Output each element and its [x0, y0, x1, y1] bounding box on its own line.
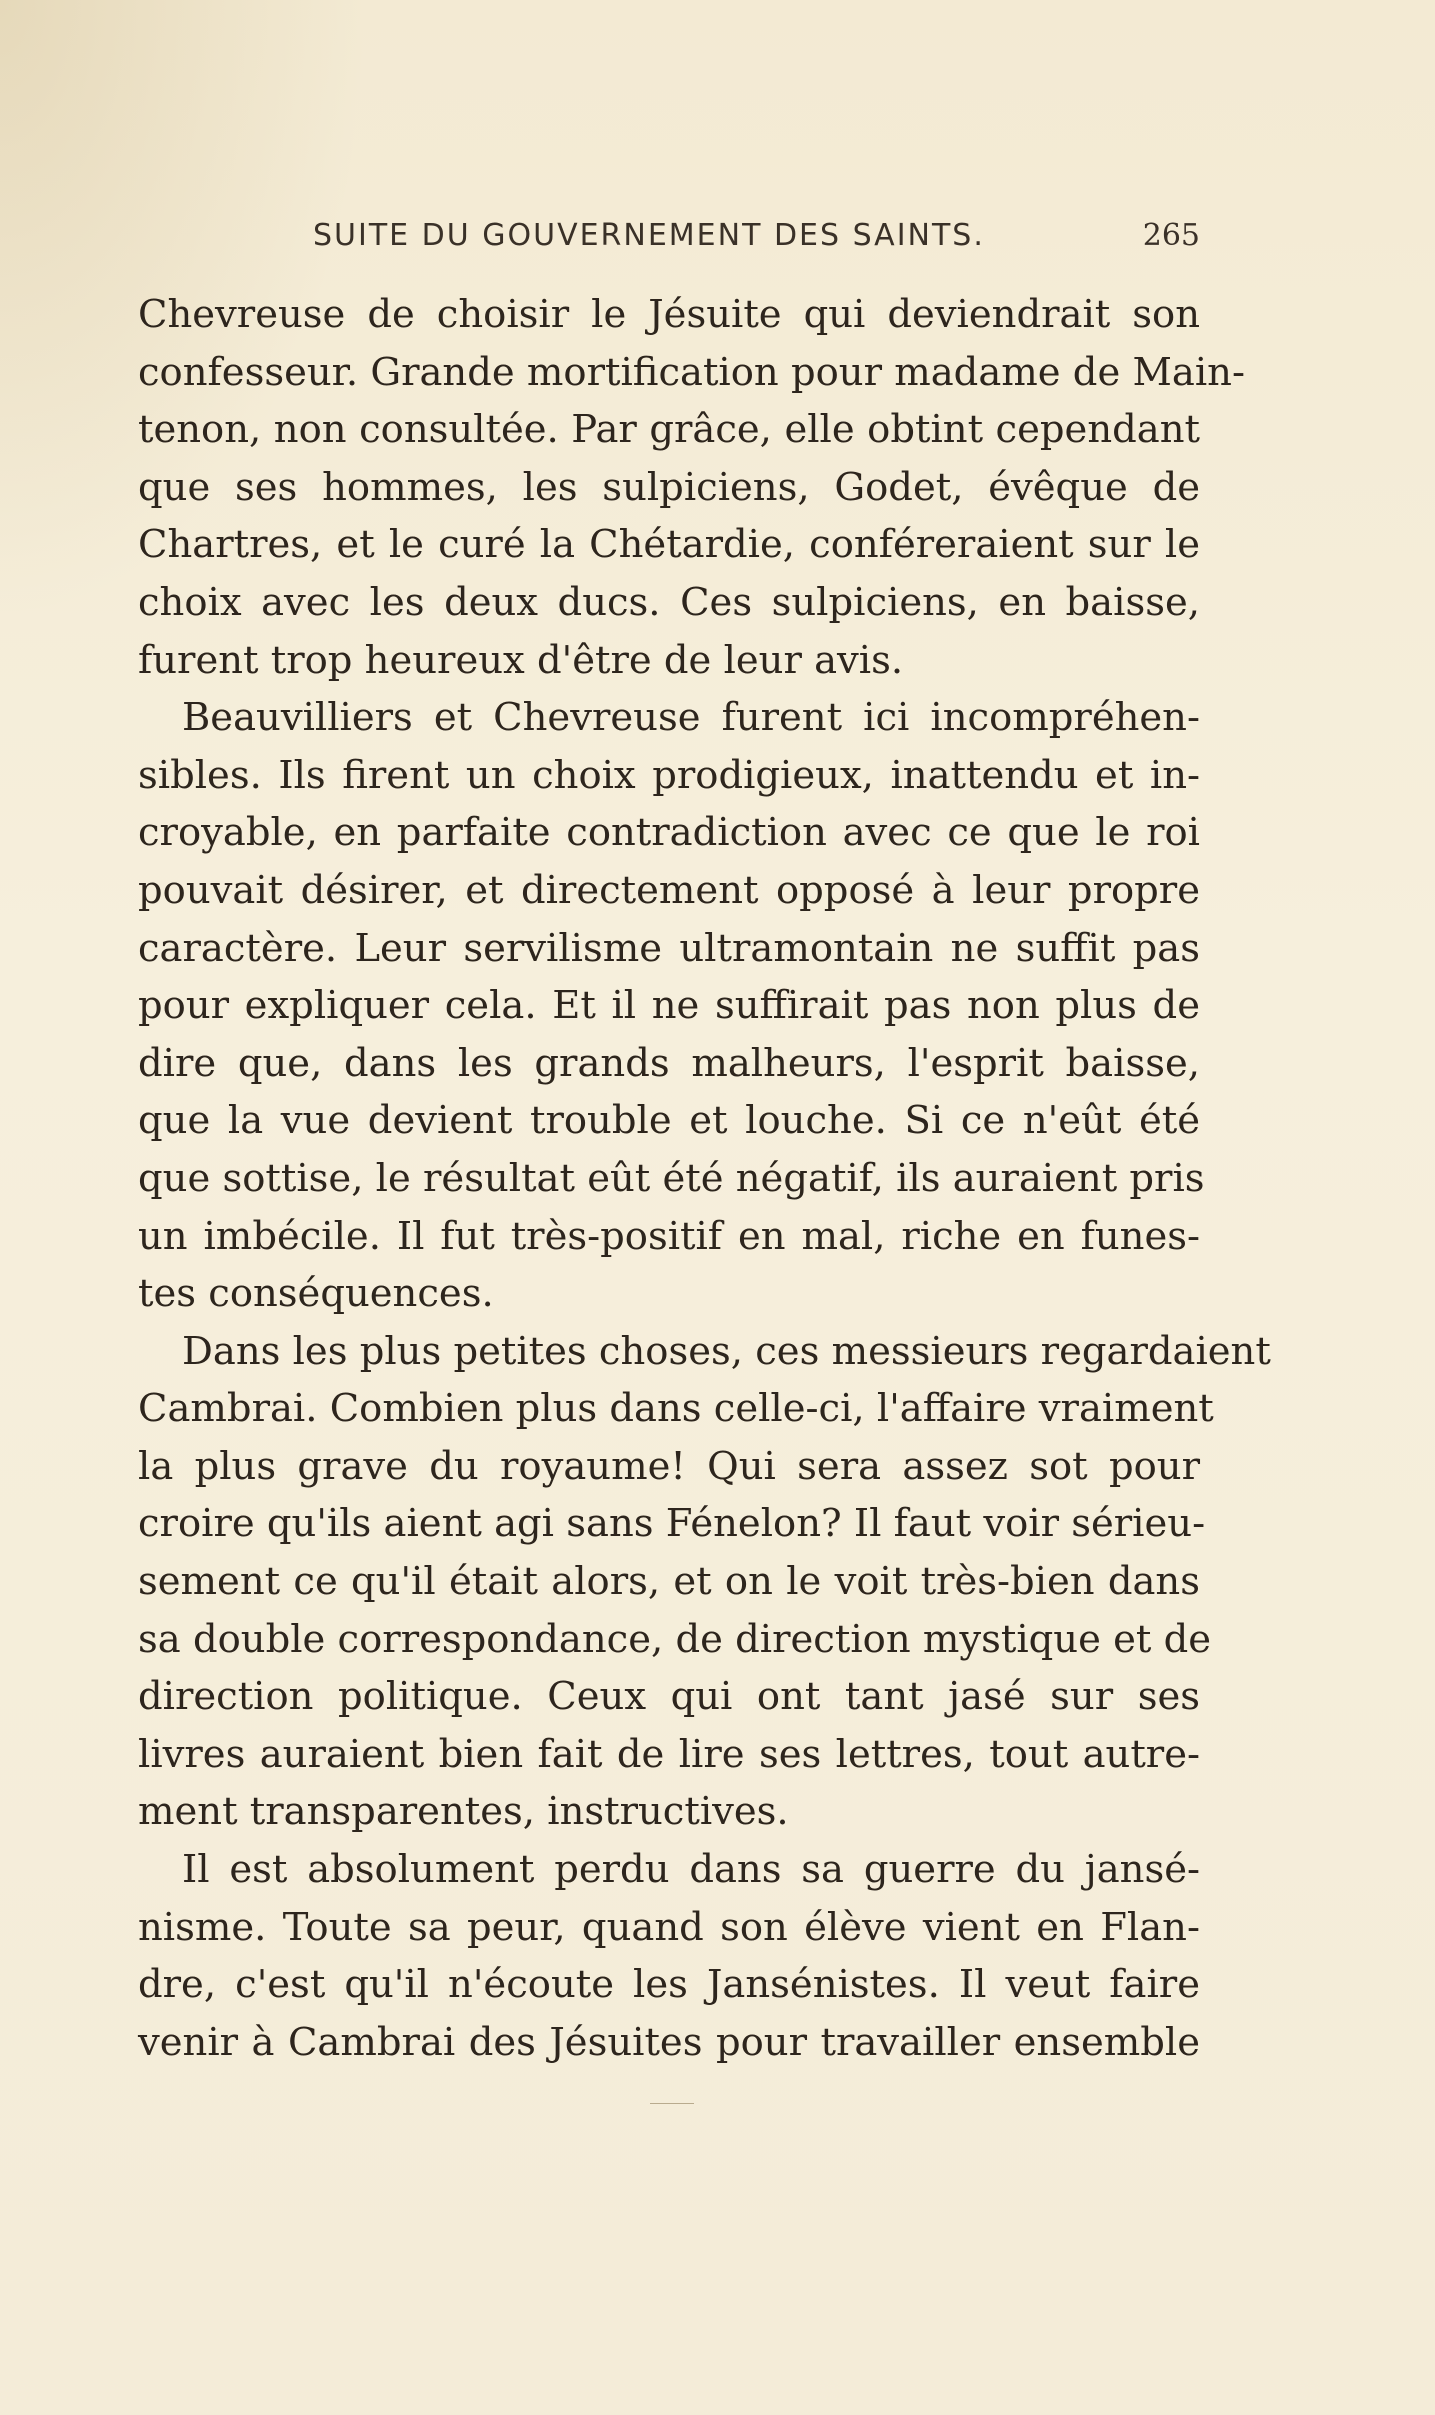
text-line: pour expliquer cela. Et il ne suffirait pas non plus de [138, 983, 1200, 1029]
text-line: que sottise, le résultat eût été négatif, ils auraient pris [138, 1155, 1205, 1201]
text-line: croire qu'ils aient agi sans Fénelon? Il faut voir sérieu- [138, 1501, 1206, 1547]
body-text [138, 286, 1271, 2071]
bottom-divider [650, 2103, 694, 2104]
text-line: choix avec les deux ducs. Ces sulpiciens, en baisse, [138, 579, 1200, 625]
text-line: confesseur. Grande mortification pour madame de Main- [138, 349, 1245, 395]
running-head [138, 218, 1200, 264]
page-number: 265 [1142, 218, 1200, 253]
text-line: Chartres, et le curé la Chétardie, conféreraient sur le [138, 522, 1200, 568]
text-line: Chevreuse de choisir le Jésuite qui deviendrait son [138, 292, 1200, 337]
text-line: direction politique. Ceux qui ont tant jasé sur ses [138, 1674, 1200, 1720]
text-line: sibles. Ils firent un choix prodigieux, inattendu et in- [138, 752, 1200, 798]
text-line: pouvait désirer, et directement opposé à leur propre [138, 867, 1200, 913]
text-line: la plus grave du royaume! Qui sera assez sot pour [138, 1443, 1200, 1489]
text-line: tenon, non consultée. Par grâce, elle obtint cependant [138, 407, 1200, 453]
text-line: caractère. Leur servilisme ultramontain ne suffit pas [138, 925, 1200, 971]
text-line: sa double correspondance, de direction mystique et de [138, 1616, 1212, 1662]
running-head-title: SUITE DU GOUVERNEMENT DES SAINTS. [313, 218, 985, 253]
text-line: livres auraient bien fait de lire ses lettres, tout autre- [138, 1731, 1200, 1777]
text-line: ment transparentes, instructives. [138, 1789, 789, 1835]
text-line: que la vue devient trouble et louche. Si ce n'eût été [138, 1098, 1200, 1144]
text-line: croyable, en parfaite contradiction avec ce que le roi [138, 810, 1200, 856]
text-line: un imbécile. Il fut très-positif en mal, riche en funes- [138, 1213, 1200, 1259]
paragraph-first-line: Beauvilliers et Chevreuse furent ici incompréhen- [182, 695, 1200, 741]
paragraph-first-line: Dans les plus petites choses, ces messieurs regardaient [182, 1328, 1271, 1374]
text-line: Cambrai. Combien plus dans celle-ci, l'affaire vraiment [138, 1386, 1214, 1432]
text-line: sement ce qu'il était alors, et on le voit très-bien dans [138, 1559, 1200, 1605]
text-line: venir à Cambrai des Jésuites pour travailler ensemble [138, 2019, 1200, 2065]
text-line: dre, c'est qu'il n'écoute les Jansénistes. Il veut faire [138, 1962, 1200, 2008]
text-line: que ses hommes, les sulpiciens, Godet, évêque de [138, 464, 1200, 510]
text-line: dire que, dans les grands malheurs, l'esprit baisse, [138, 1040, 1200, 1086]
text-line: tes conséquences. [138, 1271, 494, 1317]
paragraph-first-line: Il est absolument perdu dans sa guerre du jansé- [182, 1847, 1200, 1893]
text-line: nisme. Toute sa peur, quand son élève vient en Flan- [138, 1904, 1200, 1950]
text-line: furent trop heureux d'être de leur avis. [138, 637, 904, 683]
